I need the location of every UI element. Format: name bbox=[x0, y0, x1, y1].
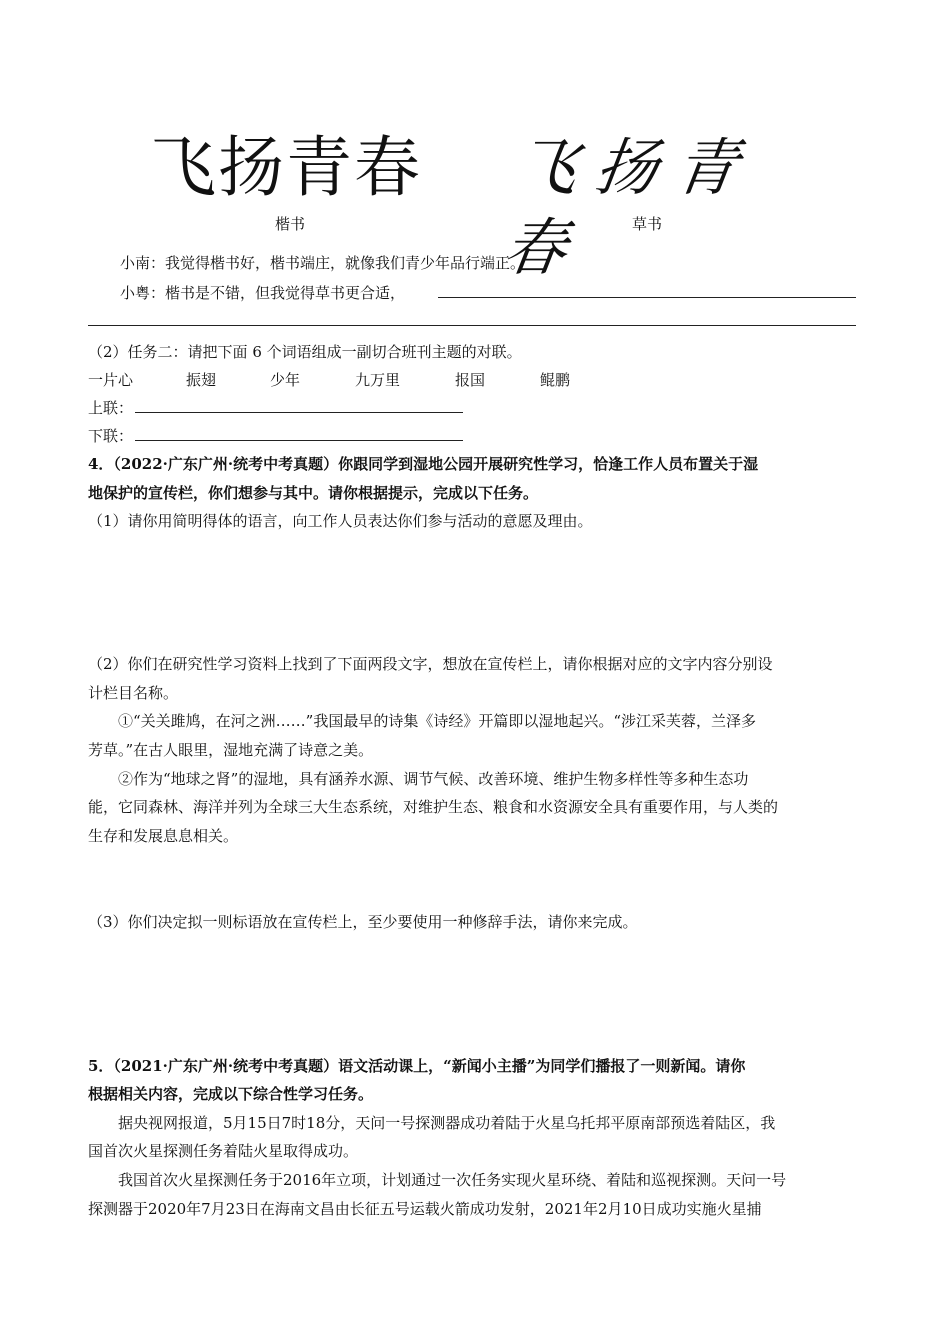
q4-sub2-cont: 计栏目名称。 bbox=[88, 684, 179, 702]
q4-para1-cont: 芳草。”在古人眼里，湿地充满了诗意之美。 bbox=[88, 741, 374, 759]
xiaoyue-line: 小粤：楷书是不错，但我觉得草书更合适， bbox=[120, 284, 406, 302]
q5-p1: 据央视网报道，5月15日7时18分，天问一号探测器成功着陆于火星乌托邦平原南部预选着陆区，我 bbox=[118, 1114, 776, 1132]
shanglian-blank[interactable] bbox=[135, 412, 463, 413]
caoshu-caption: 草书 bbox=[632, 215, 663, 233]
kaishu-caption: 楷书 bbox=[275, 215, 306, 233]
q4-sub3: （3）你们决定拟一则标语放在宣传栏上，至少要使用一种修辞手法，请你来完成。 bbox=[88, 913, 638, 931]
q4-para2-cont: 能，它同森林、海洋并列为全球三大生态系统，对维护生态、粮食和水资源安全具有重要作用，与人类的 bbox=[88, 798, 779, 816]
xialian-blank[interactable] bbox=[135, 440, 463, 441]
q5-title-cont: 根据相关内容，完成以下综合性学习任务。 bbox=[88, 1085, 374, 1103]
task2-prompt: （2）任务二：请把下面 6 个词语组成一副切合班刊主题的对联。 bbox=[88, 343, 522, 361]
q4-para1: ①“关关雎鸠，在河之洲……”我国最早的诗集《诗经》开篇即以湿地起兴。“涉江采芙蓉，兰泽多 bbox=[118, 712, 757, 730]
shanglian-label: 上联： bbox=[88, 399, 134, 417]
word-item: 少年 bbox=[270, 371, 301, 389]
word-item: 鲲鹏 bbox=[540, 371, 571, 389]
q5-p2: 我国首次火星探测任务于2016年立项，计划通过一次任务实现火星环绕、着陆和巡视探测。天问一号 bbox=[118, 1171, 787, 1189]
q5-p2-cont: 探测器于2020年7月23日在海南文昌由长征五号运载火箭成功发射，2021年2月10日成功实施火星捕 bbox=[88, 1200, 762, 1218]
xiaonan-line: 小南：我觉得楷书好，楷书端庄，就像我们青少年品行端正。 bbox=[120, 254, 526, 272]
word-item: 报国 bbox=[455, 371, 486, 389]
kaishu-text: 飞扬青春 bbox=[150, 129, 422, 206]
q4-sub1: （1）请你用简明得体的语言，向工作人员表达你们参与活动的意愿及理由。 bbox=[88, 512, 593, 530]
q4-title-cont: 地保护的宣传栏，你们想参与其中。请你根据提示，完成以下任务。 bbox=[88, 484, 539, 502]
answer-blank-xiaoyue[interactable] bbox=[438, 297, 856, 298]
xialian-label: 下联： bbox=[88, 427, 134, 445]
word-item: 九万里 bbox=[355, 371, 401, 389]
q5-title: 5．（2021·广东广州·统考中考真题）语文活动课上，“新闻小主播”为同学们播报了一则新闻。请你 bbox=[88, 1057, 746, 1075]
word-item: 振翅 bbox=[186, 371, 217, 389]
q4-para2-cont2: 生存和发展息息相关。 bbox=[88, 827, 239, 845]
q5-p1-cont: 国首次火星探测任务着陆火星取得成功。 bbox=[88, 1142, 359, 1160]
q4-sub2: （2）你们在研究性学习资料上找到了下面两段文字，想放在宣传栏上，请你根据对应的文字内容分别设 bbox=[88, 655, 773, 673]
answer-blank-xiaoyue-2[interactable] bbox=[88, 325, 856, 326]
q4-para2: ②作为“地球之肾”的湿地，具有涵养水源、调节气候、改善环境、维护生物多样性等多种生态功 bbox=[118, 770, 749, 788]
kaishu-calligraphy bbox=[150, 128, 450, 208]
caoshu-text: 飞扬青春 bbox=[499, 131, 761, 284]
q4-title: 4．（2022·广东广州·统考中考真题）你跟同学到湿地公园开展研究性学习，恰逢工作人员布置关于湿 bbox=[88, 455, 759, 473]
word-item: 一片心 bbox=[88, 371, 134, 389]
